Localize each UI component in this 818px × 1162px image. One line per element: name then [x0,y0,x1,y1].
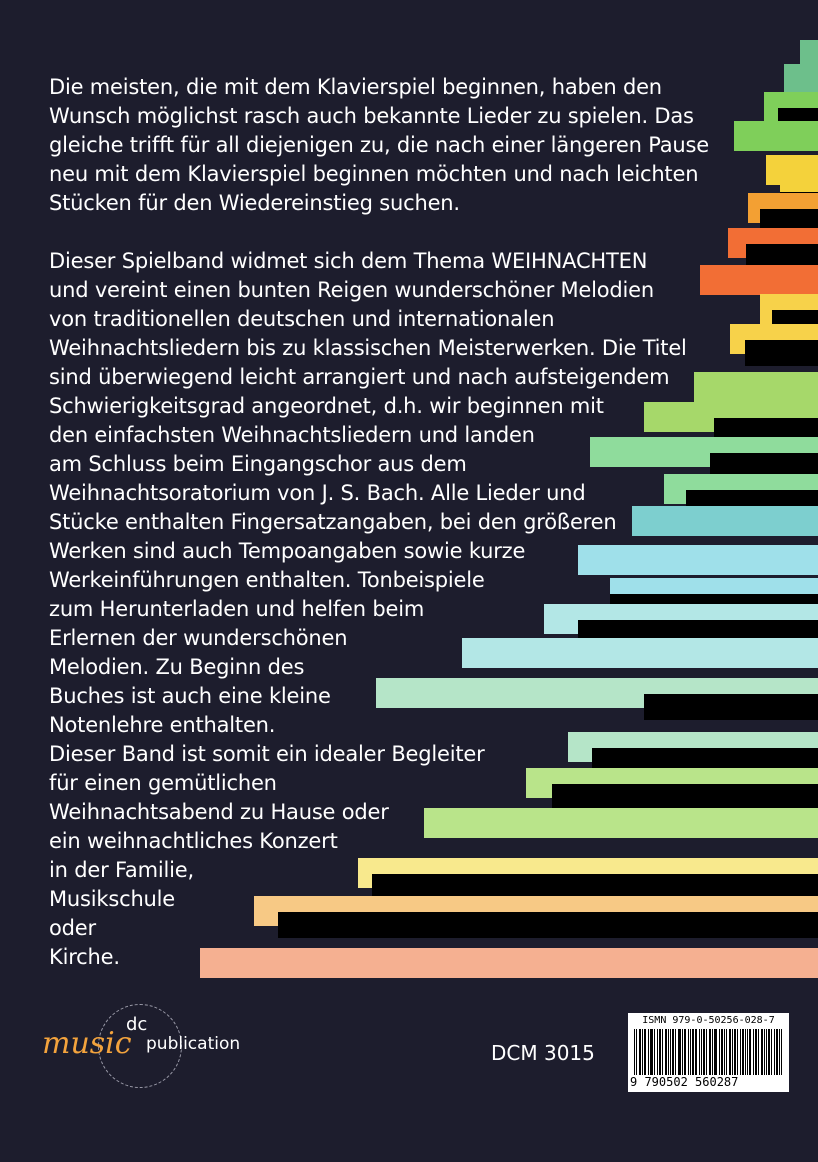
barcode-line [693,1029,694,1075]
barcode-line [769,1029,770,1075]
barcode-line [660,1029,661,1075]
paragraph-2 [49,247,729,972]
barcode-line [657,1029,658,1075]
text-line: Schwierigkeitsgrad angeordnet, d.h. wir beginnen mit [49,394,604,418]
barcode-line [652,1029,653,1075]
barcode-bars [634,1029,783,1075]
barcode-line [749,1029,750,1075]
text-line: Stücke enthalten Fingersatzangaben, bei den größeren [49,510,617,534]
barcode-line [688,1029,689,1075]
barcode-line [672,1029,673,1075]
barcode-line [634,1029,635,1075]
text-line: von traditionellen deutschen und internationalen [49,307,555,331]
text-line: Erlernen der wunderschönen [49,626,348,650]
barcode-line [740,1029,741,1075]
barcode-line [695,1029,696,1075]
barcode-line [673,1029,674,1075]
text-line: Weihnachtsliedern bis zu klassischen Meisterwerken. Die Titel [49,336,687,360]
text-line: Wunsch möglichst rasch auch bekannte Lieder zu spielen. Das [49,104,694,128]
barcode-line [745,1029,746,1075]
barcode-line [650,1029,651,1075]
text-line: Dieser Spielband widmet sich dem Thema WEIHNACHTEN [49,249,648,273]
barcode-line [640,1029,641,1075]
barcode-line [781,1029,782,1075]
barcode-line [721,1029,722,1075]
text-line: Kirche. [49,945,120,969]
barcode-line [639,1029,640,1075]
publisher-logo [40,1000,270,1090]
description-text [49,73,729,972]
barcode-line [645,1029,646,1075]
barcode-line [753,1029,754,1075]
text-line: Dieser Band ist somit ein idealer Begleiter [49,742,485,766]
text-line: ein weihnachtliches Konzert [49,829,338,853]
barcode-line [659,1029,660,1075]
barcode-line [771,1029,772,1075]
text-line: oder [49,916,96,940]
barcode-line [779,1029,780,1075]
barcode-line [777,1029,778,1075]
barcode-line [684,1029,685,1075]
barcode-line [726,1029,727,1075]
barcode-line [774,1029,775,1075]
barcode-line [699,1029,700,1075]
barcode-line [730,1029,731,1075]
barcode-line [642,1029,643,1075]
barcode-line [685,1029,686,1075]
barcode-line [766,1029,767,1075]
barcode-line [734,1029,735,1075]
barcode-line [712,1029,713,1075]
barcode-line [709,1029,710,1075]
barcode-line [715,1029,716,1075]
barcode-line [755,1029,756,1075]
barcode-line [654,1029,655,1075]
text-line: Werken sind auch Tempoangaben sowie kurze [49,539,526,563]
barcode-line [729,1029,730,1075]
barcode-line [722,1029,723,1075]
barcode-line [662,1029,663,1075]
text-line: und vereint einen bunten Reigen wunderschöner Melodien [49,278,654,302]
text-line: sind überwiegend leicht arrangiert und nach aufsteigendem [49,365,670,389]
text-line: Musikschule [49,887,176,911]
barcode-line [675,1029,676,1075]
barcode-line [724,1029,725,1075]
barcode-line [668,1029,669,1075]
barcode-line [750,1029,751,1075]
logo-music: music [42,1026,132,1061]
barcode-line [742,1029,743,1075]
color-bar [734,121,818,151]
barcode-line [716,1029,717,1075]
text-line: Buches ist auch eine kleine [49,684,331,708]
barcode-digits: 9 790502 560287 [630,1075,739,1089]
black-key-bar [745,340,818,366]
barcode-line [732,1029,733,1075]
barcode-line [756,1029,757,1075]
barcode-line [776,1029,777,1075]
text-line: Weihnachtsoratorium von J. S. Bach. Alle Lieder und [49,481,586,505]
barcode-line [701,1029,702,1075]
barcode-line [696,1029,697,1075]
barcode-line [768,1029,769,1075]
barcode-line [665,1029,666,1075]
barcode-line [737,1029,738,1075]
text-line: Melodien. Zu Beginn des [49,655,305,679]
barcode-line [743,1029,744,1075]
paragraph-1 [49,73,729,218]
barcode-line [706,1029,707,1075]
text-line: am Schluss beim Eingangschor aus dem [49,452,467,476]
barcode-line [682,1029,683,1075]
barcode-line [651,1029,652,1075]
barcode-line [719,1029,720,1075]
barcode-line [764,1029,765,1075]
barcode-line [690,1029,691,1075]
barcode-line [680,1029,681,1075]
text-line: gleiche trifft für all diejenigen zu, die nach einer längeren Pause [49,133,709,157]
barcode-line [692,1029,693,1075]
barcode-line [735,1029,736,1075]
barcode-line [703,1029,704,1075]
barcode-line [670,1029,671,1075]
text-line: Die meisten, die mit dem Klavierspiel beginnen, haben den [49,75,662,99]
barcode-line [644,1029,645,1075]
barcode [628,1013,789,1092]
barcode-line [758,1029,759,1075]
ismn-label: ISMN 979-0-50256-028-7 [642,1015,775,1026]
barcode-line [678,1029,679,1075]
text-line: Notenlehre enthalten. [49,713,276,737]
text-line: Weihnachtsabend zu Hause oder [49,800,389,824]
text-line: für einen gemütlichen [49,771,277,795]
barcode-line [679,1029,680,1075]
text-line: Stücken für den Wiedereinstieg suchen. [49,191,460,215]
barcode-line [636,1029,637,1075]
barcode-line [761,1029,762,1075]
catalog-number: DCM 3015 [491,1041,595,1065]
barcode-line [762,1029,763,1075]
color-bar [784,64,818,94]
text-line: den einfachsten Weihnachtsliedern und landen [49,423,535,447]
text-line: neu mit dem Klavierspiel beginnen möchten und nach leichten [49,162,699,186]
logo-dc: dc [126,1014,148,1035]
text-line: zum Herunterladen und helfen beim [49,597,425,621]
barcode-line [714,1029,715,1075]
barcode-line [747,1029,748,1075]
barcode-line [704,1029,705,1075]
text-line: Werkeinführungen enthalten. Tonbeispiele [49,568,485,592]
text-line: in der Familie, [49,858,194,882]
barcode-line [666,1029,667,1075]
barcode-line [648,1029,649,1075]
logo-publication: publication [146,1034,241,1054]
barcode-line [710,1029,711,1075]
